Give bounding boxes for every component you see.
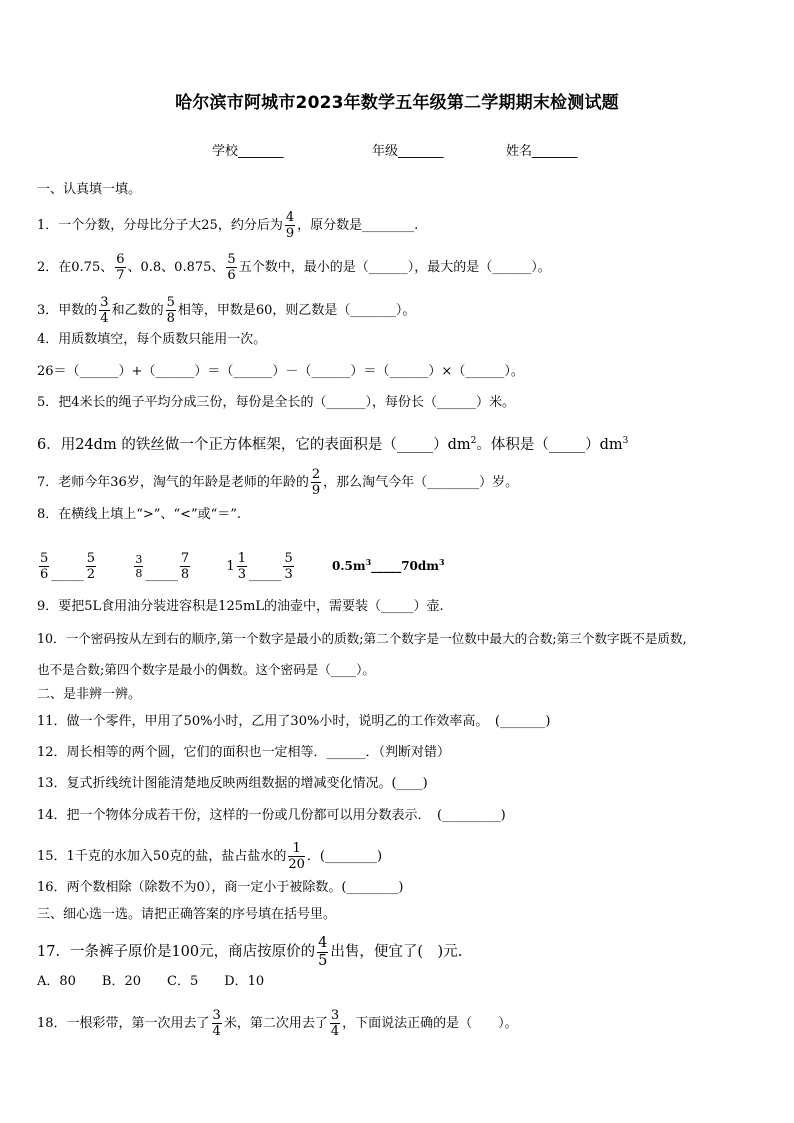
fraction: $\frac{1}{3}$ [237, 551, 246, 582]
q6-text-b: 。体积是（_____）dm [476, 436, 623, 453]
question-5: 5．把4米长的绳子平均分成三份，每份是全长的（______），每份长（______）米。 [37, 395, 516, 410]
fraction: $\frac{4}{5}$ [318, 935, 328, 969]
q1-text-b: ，原分数是________. [297, 218, 419, 233]
question-16: 16．两个数相除（除数不为0），商一定小于被除数。(________) [37, 880, 404, 895]
section-heading-choice: 三、细心选一选。请把正确答案的序号填在括号里。 [37, 907, 337, 922]
section-heading-judge: 二、是非辨一辨。 [37, 687, 142, 702]
q2-text-a: 2．在0.75、 [37, 260, 114, 275]
volume-comparison: $0.5m^3\_\_\_\_\_70dm^3$ [332, 557, 445, 573]
q3-text-c: 相等，甲数是60，则乙数是（_______）。 [177, 303, 416, 318]
fraction: $\frac{3}{8}$ [135, 553, 143, 580]
question-17-options: A．80 B．20 C．5 D．10 [37, 974, 265, 989]
question-10: 10．一个密码按从左到右的顺序,第一个数字是最小的质数;第二个数字是一位数中最大的合数;第三个数字既不是质数, [37, 631, 687, 646]
fraction: $\frac{5}{2}$ [86, 551, 96, 582]
fraction: $\frac{3}{4}$ [330, 1008, 340, 1039]
fraction: $\frac{3}{4}$ [100, 295, 109, 326]
question-4-equation: 26＝（______）+（______）＝（______）－（______）＝（______）×（______）。 [37, 364, 524, 379]
q15-text-b: ．(________) [306, 849, 383, 864]
q17-text-a: 17．一条裤子原价是100元，商店按原价的 [37, 944, 316, 960]
question-15 [37, 842, 382, 871]
question-13: 13．复式折线统计图能清楚地反映两组数据的增减变化情况。(____) [37, 776, 428, 791]
page-title: 哈尔滨市阿城市2023年数学五年级第二学期期末检测试题 [175, 93, 619, 113]
question-12: 12．周长相等的两个圆，它们的面积也一定相等．______．（判断对错） [37, 745, 451, 760]
question-2 [37, 253, 551, 282]
question-6 [37, 431, 628, 455]
fraction: $\frac{5}{6}$ [40, 551, 49, 582]
question-11: 11．做一个零件，甲用了50%小时，乙用了30%小时，说明乙的工作效率高。 (_______) [37, 714, 551, 729]
question-8-comparisons [37, 552, 445, 585]
fraction: $\frac{3}{4}$ [212, 1008, 221, 1039]
question-14: 14．把一个物体分成若干份，这样的一份或几份都可以用分数表示． (_________) [37, 808, 506, 823]
question-4: 4．用质数填空，每个质数只能用一次。 [37, 332, 267, 347]
fraction: $\frac{1}{20}$ [288, 841, 305, 872]
q2-text-b: 、0.8、0.875、 [127, 260, 225, 275]
fraction: $\frac{4}{9}$ [285, 210, 295, 241]
question-8: 8．在横线上填上“>”、“<”或“＝”. [37, 507, 242, 522]
q17-text-b: 出售，便宜了( )元. [330, 944, 463, 960]
q18-text-a: 18．一根彩带，第一次用去了 [37, 1016, 210, 1031]
fraction: $\frac{7}{8}$ [180, 551, 190, 582]
superscript: 3 [622, 436, 629, 446]
q7-text-b: ，那么淘气今年（________）岁。 [323, 475, 519, 490]
comparison-blank: _____ [248, 567, 282, 582]
question-3 [37, 296, 415, 325]
q18-text-b: 米，第二次用去了 [223, 1016, 328, 1031]
question-1 [37, 211, 418, 240]
comparison-blank: _____ [51, 567, 84, 582]
fraction: $\frac{5}{8}$ [166, 295, 175, 326]
question-17 [37, 936, 462, 968]
fraction: $\frac{6}{7}$ [116, 252, 125, 283]
q1-text-a: 1．一个分数，分母比分子大25，约分后为 [37, 218, 283, 233]
comparison-blank: _____ [145, 567, 178, 582]
question-18 [37, 1009, 518, 1038]
fraction: $\frac{5}{3}$ [284, 551, 293, 582]
grade-field: 年级_______ [372, 144, 444, 159]
fraction: $\frac{5}{6}$ [227, 252, 236, 283]
question-9: 9．要把5L食用油分装进容积是125mL的油壶中，需要装（_____）壶. [37, 599, 444, 614]
superscript: 2 [470, 436, 477, 446]
q15-text-a: 15．1千克的水加入50克的盐，盐占盐水的 [37, 849, 287, 864]
q6-text-a: 6．用24dm 的铁丝做一个正方体框架，它的表面积是（_____）dm [37, 436, 471, 453]
question-10-cont: 也不是合数;第四个数字是最小的偶数。这个密码是（____）。 [37, 662, 375, 677]
mixed-number-whole: 1 [226, 559, 235, 574]
q18-text-c: ，下面说法正确的是（ ）。 [342, 1016, 518, 1031]
question-7 [37, 468, 518, 497]
section-heading-fill: 一、认真填一填。 [37, 182, 142, 197]
student-info-row [0, 140, 794, 160]
school-field: 学校_______ [212, 144, 284, 159]
q7-text-a: 7．老师今年36岁，淘气的年龄是老师的年龄的 [37, 475, 309, 490]
fraction: $\frac{2}{9}$ [311, 467, 321, 498]
name-field: 姓名_______ [506, 144, 578, 159]
q3-text-b: 和乙数的 [111, 303, 164, 318]
q3-text-a: 3．甲数的 [37, 303, 98, 318]
q2-text-c: 五个数中，最小的是（______），最大的是（______）。 [238, 260, 551, 275]
